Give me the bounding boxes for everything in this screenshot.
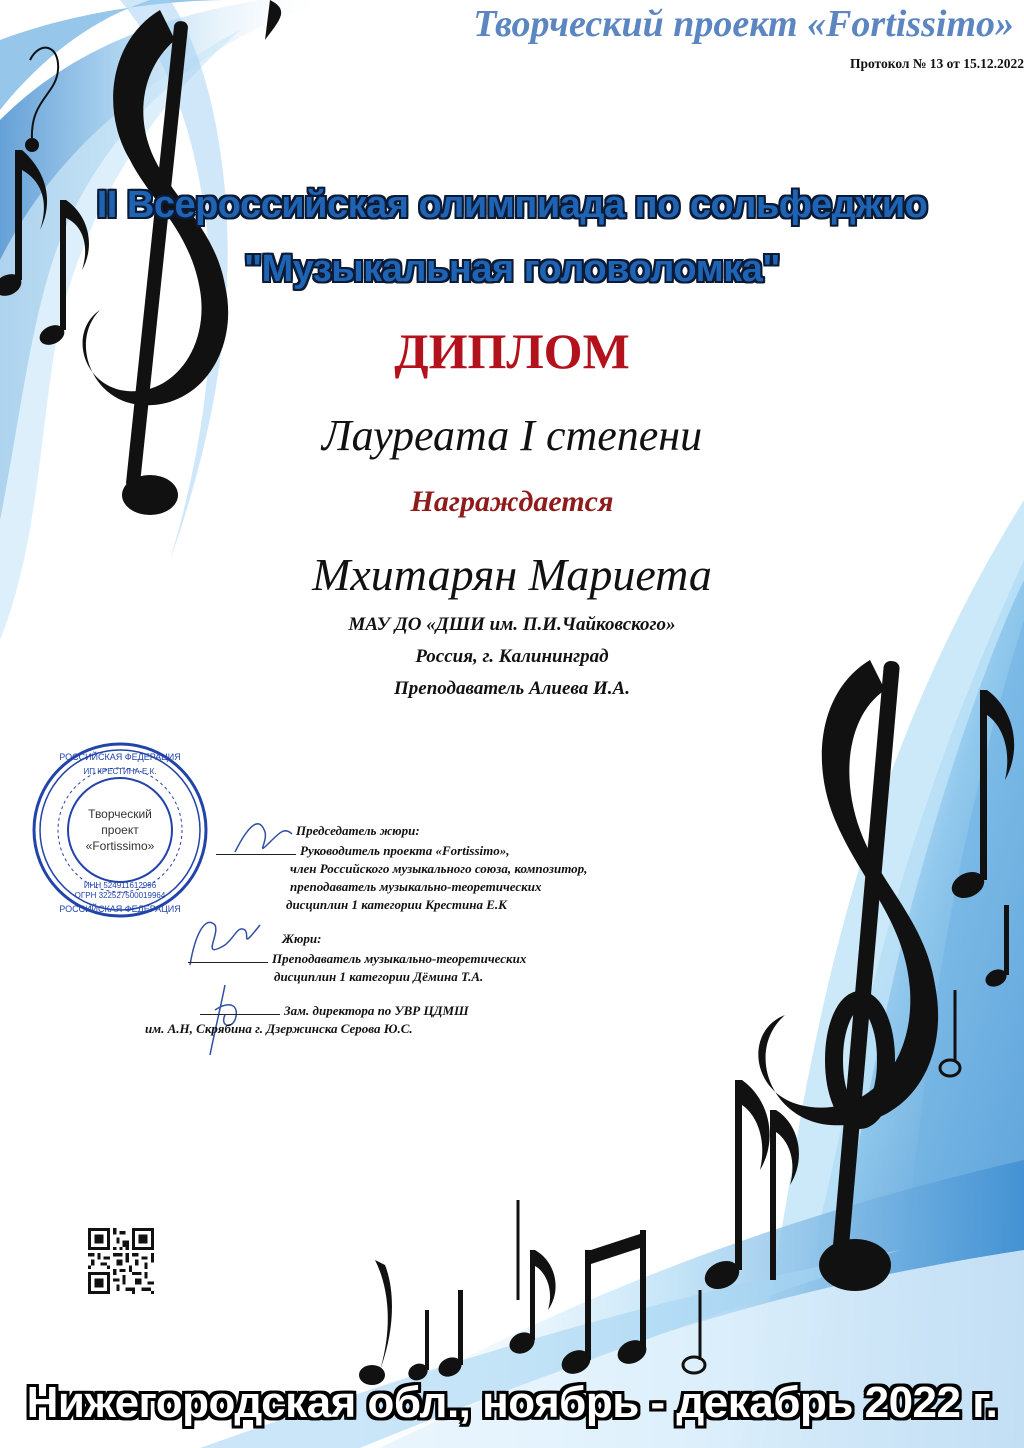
project-title: Творческий проект «Fortissimo» <box>473 3 1014 45</box>
jury-chair-line3: преподаватель музыкально-теоретических <box>290 879 542 894</box>
jury-deputy-line2: им. А.Н, Скрябина г. Дзержинска Серова Ю.С. <box>145 1021 413 1036</box>
jury-member-title: Жюри: <box>282 931 322 946</box>
footer-location-date: Нижегородская обл., ноябрь - декабрь 2022 г. <box>26 1378 998 1427</box>
jury-deputy-block <box>145 1000 469 1038</box>
jury-chair-title: Председатель жюри: <box>296 823 420 838</box>
jury-chair-line2: член Российского музыкального союза, композитор, <box>290 861 588 876</box>
seal-ogrn: ОГРН 322527500019964 <box>74 891 166 900</box>
seal-inn: ИНН 524911612996 <box>83 881 157 890</box>
awarded-label: Награждается <box>410 485 614 518</box>
recipient-name: Мхитарян Мариета <box>312 549 712 600</box>
olympiad-title-line1: II Всероссийская олимпиада по сольфеджио <box>96 184 928 226</box>
signature-line <box>188 948 268 963</box>
svg-text:РОССИЙСКАЯ ФЕДЕРАЦИЯ: РОССИЙСКАЯ ФЕДЕРАЦИЯ <box>59 904 181 914</box>
signature-line <box>200 1000 280 1015</box>
seal-center-line1: Творческий <box>88 807 152 821</box>
qr-code[interactable] <box>88 1228 154 1294</box>
diploma-title: ДИПЛОМ <box>394 323 630 379</box>
location: Россия, г. Калининград <box>415 646 609 667</box>
school-name: МАУ ДО «ДШИ им. П.И.Чайковского» <box>348 614 676 635</box>
olympiad-title-line2: "Музыкальная головоломка" <box>244 248 780 290</box>
jury-chair-line1: Руководитель проекта «Fortissimo», <box>300 843 510 858</box>
laureate-degree: Лауреата I степени <box>321 411 703 460</box>
seal-center-line3: «Fortissimo» <box>85 839 155 853</box>
signature-line <box>216 840 296 855</box>
jury-deputy-line1: Зам. директора по УВР ЦДМШ <box>284 1003 469 1018</box>
svg-text:ИП КРЕСТИНА Е.К.: ИП КРЕСТИНА Е.К. <box>83 767 157 776</box>
jury-member-line1: Преподаватель музыкально-теоретических <box>272 951 527 966</box>
jury-chair-line4: дисциплин 1 категории Крестина Е.К <box>286 897 507 912</box>
seal-center-line2: проект <box>101 823 139 837</box>
seal-stamp <box>30 740 210 920</box>
protocol-number: Протокол № 13 от 15.12.2022 <box>849 56 1024 71</box>
jury-chair-block <box>216 822 587 914</box>
jury-member-line2: дисциплин 1 категории Дёмина Т.А. <box>274 969 484 984</box>
svg-text:РОССИЙСКАЯ ФЕДЕРАЦИЯ: РОССИЙСКАЯ ФЕДЕРАЦИЯ <box>59 752 181 762</box>
jury-member-block <box>188 930 526 986</box>
teacher-name: Преподаватель Алиева И.А. <box>394 678 630 699</box>
